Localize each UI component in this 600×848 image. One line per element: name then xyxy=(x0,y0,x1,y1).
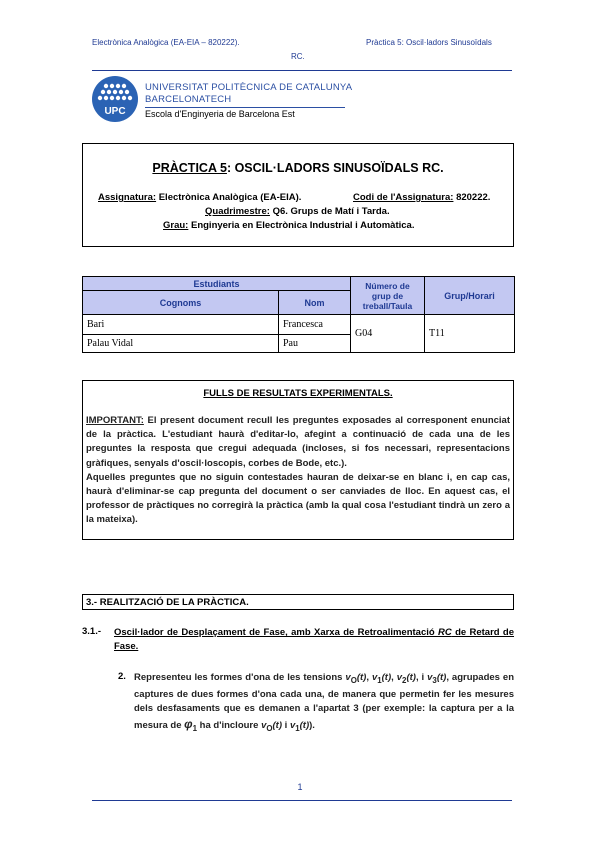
footer-rule xyxy=(92,800,512,801)
students-table xyxy=(82,276,515,353)
running-header-right-cont: RC. xyxy=(291,52,305,61)
instructions-box xyxy=(82,380,514,540)
logo-divider xyxy=(145,107,345,108)
surname-header: Cognoms xyxy=(83,291,279,315)
page-number: 1 xyxy=(297,782,303,792)
section-heading: 3.- REALITZACIÓ DE LA PRÀCTICA. xyxy=(82,594,514,610)
logo-university-name: UNIVERSITAT POLITÈCNICA DE CATALUNYA xyxy=(145,82,353,93)
logo-mark-text: UPC xyxy=(104,106,126,117)
group-number-header: Número de grup de treball/Taula xyxy=(351,277,425,315)
subsection-number: 3.1.- xyxy=(82,626,102,637)
question-number: 2. xyxy=(118,671,126,682)
practice-title: PRÀCTICA 5: OSCIL·LADORS SINUSOÏDALS RC. xyxy=(152,161,444,175)
logo-tagline: BARCELONATECH xyxy=(145,94,232,105)
group-number-value: G04 xyxy=(351,315,425,353)
group-schedule-value: T11 xyxy=(425,315,515,353)
student-name: Francesca xyxy=(279,315,351,335)
instructions-body xyxy=(86,414,510,528)
running-header-left: Electrònica Analògica (EA-EIA – 820222). xyxy=(92,38,240,47)
instructions-paragraph-1: IMPORTANT: El present document recull les preguntes exposades al corresponent enunciat de la pràctica. L'estudiant haurà d'editar-lo, afegint a continuació de cada una de les preguntes la resposta que cregui adequada (incloses, si fos necessari, representacions gràfiques, senyals d'oscil·loscopis, corbes de Bode, etc.). xyxy=(86,415,510,469)
practice-title-box xyxy=(82,143,514,247)
subject-code-line: Codi de l'Assignatura: 820222. xyxy=(353,192,491,203)
logo-school-name: Escola d'Enginyeria de Barcelona Est xyxy=(145,109,295,119)
student-name: Pau xyxy=(279,335,351,353)
subject-line: Assignatura: Electrònica Analògica (EA-EIA). xyxy=(98,192,302,203)
name-header: Nom xyxy=(279,291,351,315)
degree-line: Grau: Enginyeria en Electrònica Industrial i Automàtica. xyxy=(163,220,415,231)
term-line: Quadrimestre: Q6. Grups de Matí i Tarda. xyxy=(205,206,390,217)
student-surname: Bari xyxy=(83,315,279,335)
upc-logo-icon xyxy=(92,76,138,122)
students-header: Estudiants xyxy=(83,277,351,291)
question-text: Representeu les formes d'ona de les tensions $v_O(t)$, $v_1(t)$, $v_2(t)$, i $v_3(t)$, agrupades en captures de dues formes d'ona cada una, de manera que permetin fer les mesures dels desfasaments que es demanen a l'apartat 3 (per exemple: la captura per a la mesura de $\varphi_1$ ha d'incloure $v_O(t)$ i $v_1(t)$). xyxy=(134,672,514,733)
table-row xyxy=(83,315,515,335)
instructions-paragraph-2: Aquelles preguntes que no siguin contestades hauran de deixar-se en blanc i, en cap cas, haurà d'eliminar-se cap pregunta del document o ser canviades de lloc. En aquest cas, el professor de pràctiques no corregirà la pràctica (amb la qual cosa l'estudiant tindrà un zero a la mateixa). xyxy=(86,471,510,526)
instructions-title: FULLS DE RESULTATS EXPERIMENTALS. xyxy=(203,388,393,399)
header-rule xyxy=(92,70,512,71)
running-header-right: Pràctica 5: Oscil·ladors Sinusoïdals xyxy=(366,38,492,47)
group-schedule-header: Grup/Horari xyxy=(425,277,515,315)
subsection-title: Oscil·lador de Desplaçament de Fase, amb Xarxa de Retroalimentació RC de Retard de Fase. xyxy=(114,627,515,652)
student-surname: Palau Vidal xyxy=(83,335,279,353)
